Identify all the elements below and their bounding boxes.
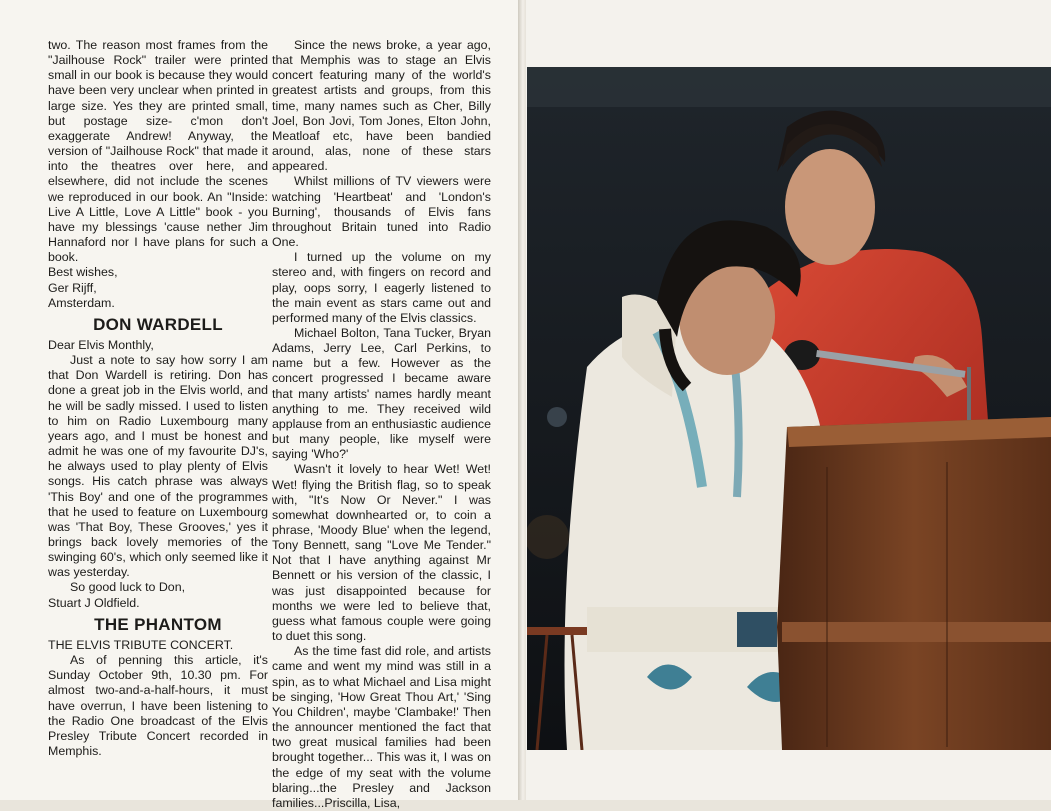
wardell-signature: Stuart J Oldfield.: [48, 595, 140, 610]
signoff-city: Amsterdam.: [48, 295, 115, 310]
concert-photo: [527, 67, 1051, 750]
photo-illustration: [527, 67, 1051, 750]
heading-the-phantom: THE PHANTOM: [94, 614, 222, 634]
signoff-name: Ger Rijff,: [48, 280, 97, 295]
stage-rig: [527, 67, 1051, 107]
article-paragraph: Michael Bolton, Tana Tucker, Bryan Adams, Jerry Lee, Carl Perkins, to name but a few. However as the concert progressed I became aware that many artists' names hardly meant anything to me. They received wild applause from an enthusiastic audience but many people, like myself were saying 'Who?': [272, 325, 491, 462]
phantom-paragraph: As of penning this article, it's Sunday October 9th, 10.30 pm. For almost two-and-a-half-hours, it must have overrun, I have been listening to the Radio One broadcast of the Elvis Presley Tribute Concert recorded in Memphis.: [48, 653, 268, 759]
intro-paragraph: two. The reason most frames from the "Jailhouse Rock" trailer were printed small in our book is because they would have been very unclear when printed in large size. Yes they are printed small, but postage size- c'mon don't exaggerate Andrew! Anyway, the version of "Jailhouse Rock" that made it into the theatres over here, and elsewhere, did not include the scenes we reproduced in our book. An "Inside: Live A Little, Love A Little" book - you have my blessings 'cause nether Jim Hannaford nor I have plans for such a book.: [48, 38, 268, 265]
column-1: [48, 38, 268, 759]
wardell-paragraph: Just a note to say how sorry I am that Don Wardell is retiring. Don has done a great job in the Elvis world, and he will be sadly missed. I used to listen to him on Radio Luxembourg many years ago, and I must be honest and admit he was one of my favourite DJ's, he always used to play plenty of Elvis songs. His catch phrase was always 'This Boy' and one of the programmes that he used to feature on Luxembourg was 'That Boy, These Grooves,' yes it brings back lovely memories of the swinging 60's, which only seemed like it was yesterday.: [48, 353, 268, 580]
article-paragraph: Whilst millions of TV viewers were watching 'Heartbeat' and 'London's Burning', thousands of Elvis fans throughout Britain tuned into Radio One.: [272, 174, 491, 250]
article-paragraph: As the time fast did role, and artists came and went my mind was still in a spin, as to what Michael and Lisa might be singing, 'How Great Thou Art,' 'Sing You Children', maybe 'Clambake!' Then the announcer mentioned the fact that two great musical families had been brought together... This was it, I was on the edge of my seat with the volume blaring...the Presley and Jackson families...Priscilla, Lisa,: [272, 644, 491, 810]
page-gutter: [518, 0, 526, 800]
article-paragraph: Since the news broke, a year ago, that Memphis was to stage an Elvis concert featuring many of the world's greatest artists and groups, from this time, many names such as Cher, Billy Joel, Bon Jovi, Tom Jones, Elton John, Meatloaf etc, have been bandied around, alas, none of these stars appeared.: [272, 38, 491, 174]
column-2: [272, 38, 491, 811]
article-paragraph: I turned up the volume on my stereo and, with fingers on record and play, oops sorry, I eagerly listened to the main event as stars came out and performed many of the Elvis classics.: [272, 250, 491, 325]
left-page: [0, 0, 520, 810]
piano: [777, 417, 1051, 750]
piano-stool: [527, 627, 587, 635]
heading-don-wardell: DON WARDELL: [93, 314, 223, 334]
article-paragraph: Wasn't it lovely to hear Wet! Wet! Wet! flying the British flag, so to speak with, "It's Now Or Never." I was somewhat downhearted or, to coin a phrase, 'Moody Blue' when the legend, Tony Bennett, sang "Love Me Tender." Not that I have anything against Mr Bennett or his version of the classic, I was just disappointed because for months we were led to believe that, guess what famous couple were going to duet this song.: [272, 462, 491, 644]
signoff-line: Best wishes,: [48, 265, 118, 280]
letter-salutation: Dear Elvis Monthly,: [48, 337, 154, 352]
wardell-closing: So good luck to Don,: [70, 580, 186, 595]
article-subheading: THE ELVIS TRIBUTE CONCERT.: [48, 637, 234, 652]
